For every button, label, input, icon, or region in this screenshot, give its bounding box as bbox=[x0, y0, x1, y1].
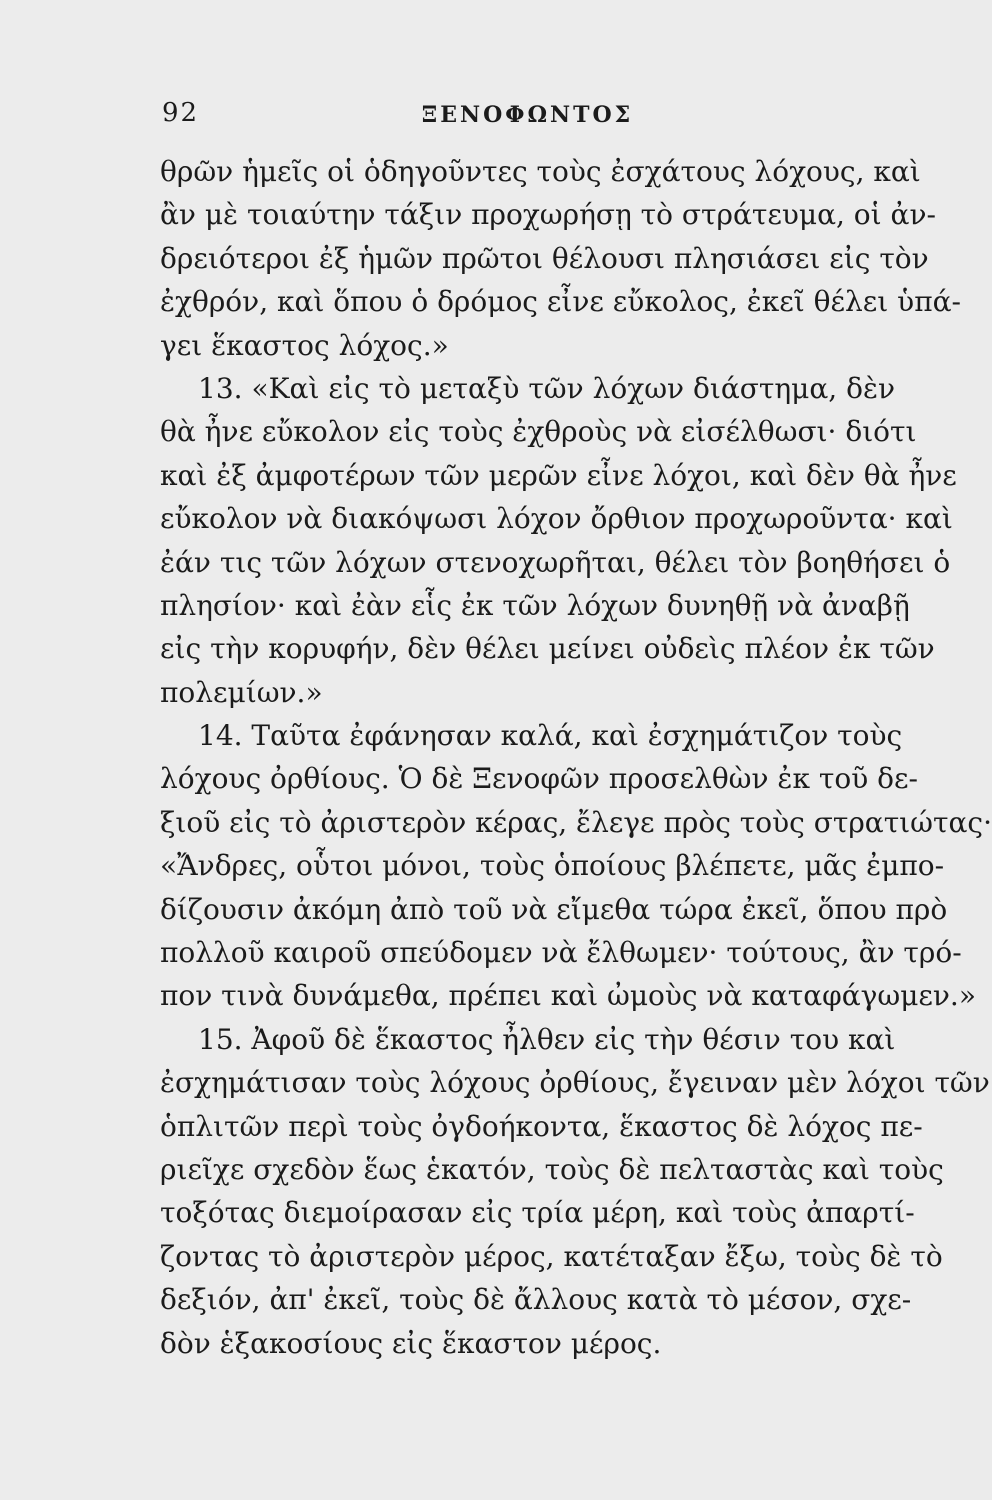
text-line: ὁπλιτῶν περὶ τοὺς ὀγδοήκοντα, ἕκαστος δὲ λόχος πε- bbox=[160, 1109, 923, 1143]
text-line: ἐάν τις τῶν λόχων στενοχωρῆται, θέλει τὸν βοηθήσει ὁ bbox=[160, 545, 951, 579]
text-line: θὰ ἦνε εὔκολον εἰς τοὺς ἐχθροὺς νὰ εἰσέλθωσι· διότι bbox=[160, 415, 917, 449]
body-text bbox=[160, 150, 992, 1365]
text-line: λόχους ὀρθίους. Ὁ δὲ Ξενοφῶν προσελθὼν ἐκ τοῦ δε- bbox=[160, 762, 918, 796]
text-line: ἐσχημάτισαν τοὺς λόχους ὀρθίους, ἔγειναν μὲν λόχοι τῶν bbox=[160, 1066, 990, 1100]
text-line: εὔκολον νὰ διακόψωσι λόχον ὄρθιον προχωροῦντα· καὶ bbox=[160, 502, 953, 536]
text-line: δρειότεροι ἐξ ἡμῶν πρῶτοι θέλουσι πλησιάσει εἰς τὸν bbox=[160, 241, 929, 275]
text-line: δὸν ἑξακοσίους εἰς ἕκαστον μέρος. bbox=[160, 1326, 662, 1360]
text-line: 13. «Καὶ εἰς τὸ μεταξὺ τῶν λόχων διάστημα, δὲν bbox=[198, 371, 895, 405]
text-line: δεξιόν, ἀπ' ἐκεῖ, τοὺς δὲ ἄλλους κατὰ τὸ μέσον, σχε- bbox=[160, 1283, 912, 1317]
text-line: πλησίον· καὶ ἐὰν εἷς ἐκ τῶν λόχων δυνηθῇ νὰ ἀναβῇ bbox=[160, 588, 910, 622]
running-title: ΞΕΝΟΦΩΝΤΟΣ bbox=[421, 102, 634, 128]
text-line: ἐχθρόν, καὶ ὅπου ὁ δρόμος εἶνε εὔκολος, ἐκεῖ θέλει ὑπά- bbox=[160, 285, 961, 319]
text-line: δίζουσιν ἀκόμη ἀπὸ τοῦ νὰ εἴμεθα τώρα ἐκεῖ, ὅπου πρὸ bbox=[160, 892, 948, 926]
text-line: θρῶν ἡμεῖς οἱ ὁδηγοῦντες τοὺς ἐσχάτους λόχους, καὶ bbox=[160, 155, 921, 188]
text-line: ξιοῦ εἰς τὸ ἀριστερὸν κέρας, ἔλεγε πρὸς τοὺς στρατιώτας· bbox=[160, 805, 992, 839]
text-line: 14. Ταῦτα ἐφάνησαν καλά, καὶ ἐσχημάτιζον τοὺς bbox=[198, 719, 903, 753]
text-line: γει ἕκαστος λόχος.» bbox=[160, 328, 449, 362]
text-line: πολεμίων.» bbox=[160, 675, 323, 709]
text-line: «Ἄνδρες, οὗτοι μόνοι, τοὺς ὁποίους βλέπετε, μᾶς ἐμπο- bbox=[160, 849, 945, 883]
text-line: τοξότας διεμοίρασαν εἰς τρία μέρη, καὶ τοὺς ἀπαρτί- bbox=[160, 1196, 915, 1230]
text-line: ριεῖχε σχεδὸν ἕως ἑκατόν, τοὺς δὲ πελταστὰς καὶ τοὺς bbox=[160, 1152, 944, 1186]
text-line: 15. Ἀφοῦ δὲ ἕκαστος ἦλθεν εἰς τὴν θέσιν του καὶ bbox=[198, 1022, 896, 1056]
text-line: πον τινὰ δυνάμεθα, πρέπει καὶ ὠμοὺς νὰ καταφάγωμεν.» bbox=[160, 979, 976, 1013]
text-line: πολλοῦ καιροῦ σπεύδομεν νὰ ἔλθωμεν· τούτους, ἂν τρό- bbox=[160, 936, 962, 970]
text-line: καὶ ἐξ ἀμφοτέρων τῶν μερῶν εἶνε λόχοι, καὶ δὲν θὰ ἦνε bbox=[160, 458, 957, 492]
page-number: 92 bbox=[162, 98, 200, 128]
text-line: ἂν μὲ τοιαύτην τάξιν προχωρήσῃ τὸ στράτευμα, οἱ ἀν- bbox=[160, 198, 936, 232]
page-header bbox=[160, 98, 895, 138]
text-line: ζοντας τὸ ἀριστερὸν μέρος, κατέταξαν ἔξω, τοὺς δὲ τὸ bbox=[160, 1239, 943, 1273]
text-line: εἰς τὴν κορυφήν, δὲν θέλει μείνει οὐδεὶς πλέον ἐκ τῶν bbox=[160, 632, 935, 666]
